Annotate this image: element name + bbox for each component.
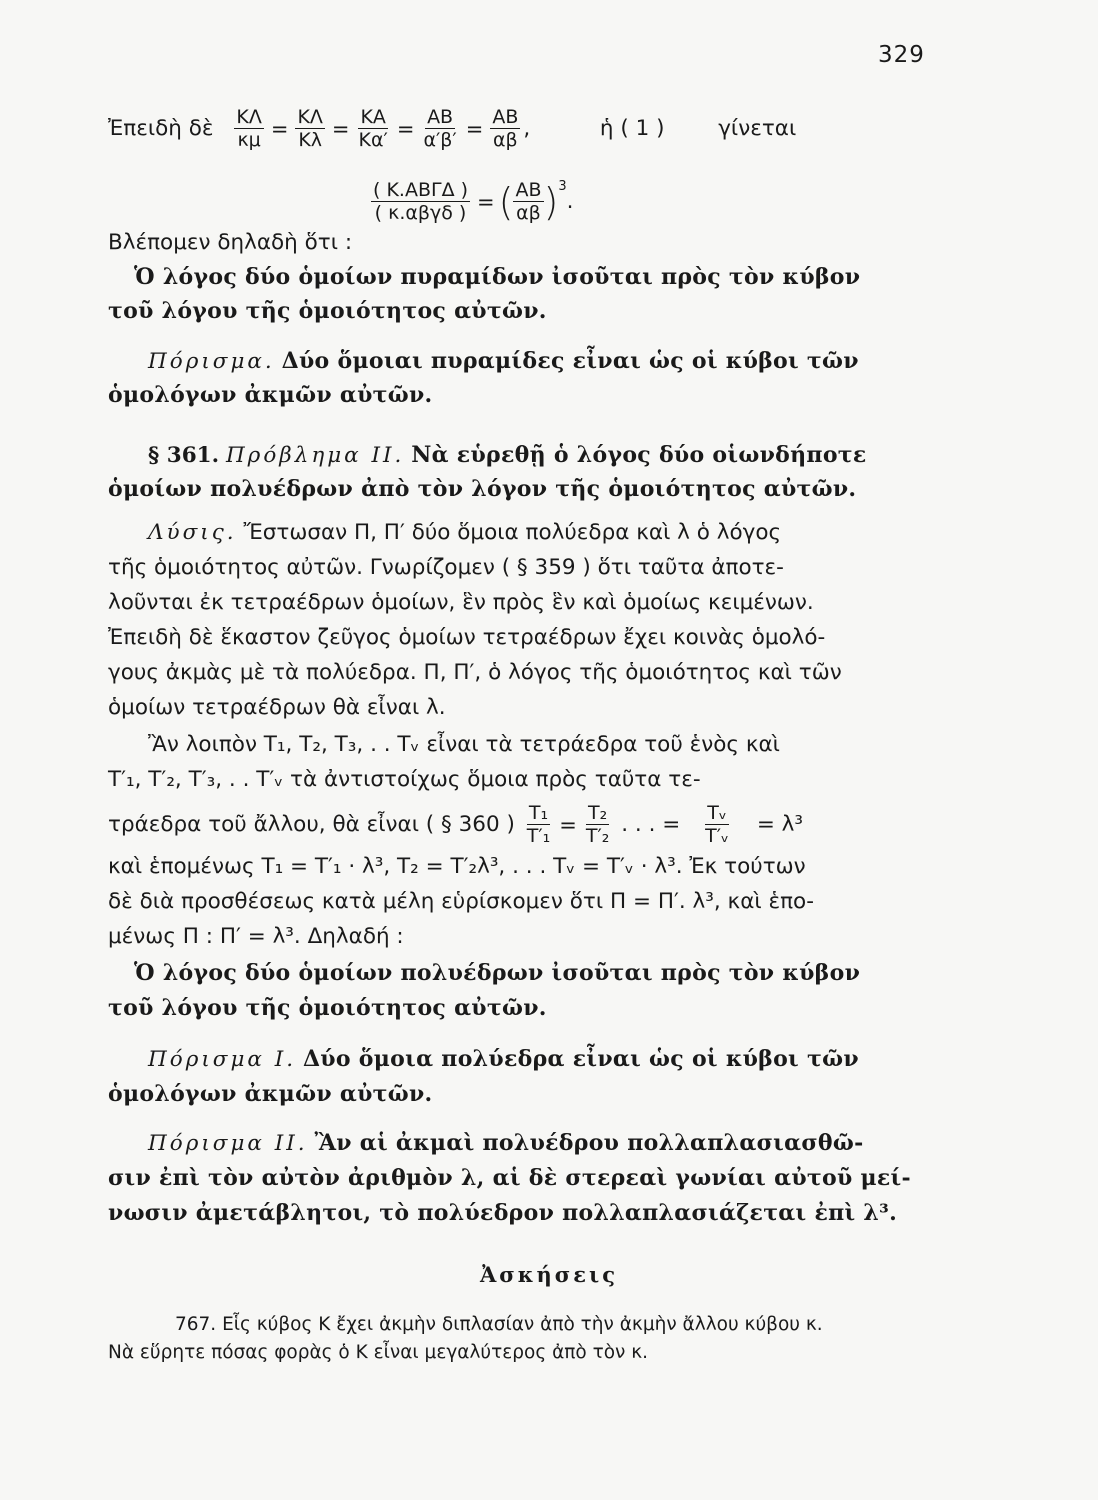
- fraction: $\frac{K\Lambda}{K\lambda}$: [297, 106, 323, 151]
- fraction: $\frac{AB}{\alpha\beta}$: [492, 106, 519, 151]
- theorem-line: τοῦ λόγου τῆς ὁμοιότητος αὐτῶν.: [108, 298, 547, 324]
- eq-tail: γίνεται: [718, 116, 797, 141]
- page-number: 329: [878, 42, 925, 68]
- theorem-line: τοῦ λόγου τῆς ὁμοιότητος αὐτῶν.: [108, 995, 547, 1021]
- corollary-line: Πόρισμα. Δύο ὅμοιαι πυραμίδες εἶναι ὡς οἱ κύβοι τῶν: [148, 348, 859, 374]
- corollary-line: νωσιν ἀμετάβλητοι, τὸ πολύεδρον πολλαπλασιάζεται ἐπὶ λ³.: [108, 1200, 898, 1226]
- solution-line: Λύσις. Ἔστωσαν Π, Π′ δύο ὅμοια πολύεδρα καὶ λ ὁ λόγος: [148, 520, 782, 545]
- fraction: $\frac{AB}{\alpha'\beta'}$: [423, 106, 457, 151]
- text-line: Ἂν λοιπὸν Τ₁, Τ₂, Τ₃, . . Τᵥ εἶναι τὰ τετράεδρα τοῦ ἑνὸς καὶ: [148, 732, 780, 757]
- corollary-line: Πόρισμα ΙΙ. Ἂν αἱ ἀκμαὶ πολυέδρου πολλαπλασιασθῶ-: [148, 1130, 864, 1156]
- text-line: μένως Π : Π′ = λ³. Δηλαδή :: [108, 924, 404, 949]
- equation-volume-ratio: $\frac{\text{( Κ.ΑΒΓΔ )}}{\text{( κ.αβγδ )}}$ = ( $\frac{AB}{\alpha\beta}$ )$^3$.: [373, 179, 574, 224]
- fraction: $\frac{AB}{\alpha\beta}$: [515, 179, 542, 224]
- exercises-heading: Ἀσκήσεις: [480, 1262, 618, 1287]
- text-line: ὁμοίων τετραέδρων θὰ εἶναι λ.: [108, 695, 446, 720]
- corollary-line: ὁμολόγων ἀκμῶν αὐτῶν.: [108, 382, 433, 408]
- fraction: $\frac{\text{( Κ.ΑΒΓΔ )}}{\text{( κ.αβγδ )}}$: [373, 179, 469, 224]
- fraction: $\frac{\text{Τᵥ}}{\text{Τ′ᵥ}}$: [705, 802, 729, 847]
- exercise-line: Νὰ εὕρητε πόσας φορὰς ὁ Κ εἶναι μεγαλύτερος ἀπὸ τὸν κ.: [108, 1342, 649, 1363]
- equation-ratio-chain: Ἐπειδὴ δὲ $\frac{K\Lambda}{\kappa\mu}$ = $\frac{K\Lambda}{K\lambda}$ = $\frac{KA}{K\alpha'}$ = $\frac{AB}{\alpha'\beta'}$ = $\frac{AB}{\alpha\beta}$ , ἡ ( 1 ) γίνεται: [108, 106, 797, 151]
- text-line: Ἐπειδὴ δὲ ἕκαστον ζεῦγος ὁμοίων τετραέδρων ἔχει κοινὰς ὁμολό-: [108, 625, 826, 650]
- corollary-line: σιν ἐπὶ τὸν αὐτὸν ἀριθμὸν λ, αἱ δὲ στερεαὶ γωνίαι αὐτοῦ μεί-: [108, 1165, 911, 1191]
- text-line: δὲ διὰ προσθέσεως κατὰ μέλη εὑρίσκομεν ὅτι Π = Π′. λ³, καὶ ἑπο-: [108, 889, 814, 914]
- exercise-line: 767. Εἷς κύβος Κ ἔχει ἀκμὴν διπλασίαν ἀπὸ τὴν ἀκμὴν ἄλλου κύβου κ.: [175, 1314, 823, 1335]
- text-line: λοῦνται ἐκ τετραέδρων ὁμοίων, ἓν πρὸς ἓν καὶ ὁμοίως κειμένων.: [108, 590, 814, 615]
- fraction: $\frac{\text{Τ₂}}{\text{Τ′₂}}$: [585, 802, 610, 847]
- fraction: $\frac{\text{Τ₁}}{\text{Τ′₁}}$: [526, 802, 551, 847]
- text-line: γους ἀκμὰς μὲ τὰ πολύεδρα. Π, Π′, ὁ λόγος τῆς ὁμοιότητος καὶ τῶν: [108, 660, 842, 685]
- theorem-line: Ὁ λόγος δύο ὁμοίων πυραμίδων ἰσοῦται πρὸς τὸν κύβον: [134, 264, 861, 290]
- text-line: Τ′₁, Τ′₂, Τ′₃, . . Τ′ᵥ τὰ ἀντιστοίχως ὅμοια πρὸς ταῦτα τε-: [108, 767, 701, 792]
- problem-heading: § 361. Πρόβλημα ΙΙ. Νὰ εὑρεθῇ ὁ λόγος δύο οἱωνδήποτε: [148, 442, 867, 468]
- corollary-line: Πόρισμα Ι. Δύο ὅμοια πολύεδρα εἶναι ὡς οἱ κύβοι τῶν: [148, 1046, 859, 1072]
- fraction: $\frac{K\Lambda}{\kappa\mu}$: [236, 106, 262, 151]
- text-line: καὶ ἑπομένως Τ₁ = Τ′₁ · λ³, Τ₂ = Τ′₂λ³, . . . Τᵥ = Τ′ᵥ · λ³. Ἐκ τούτων: [108, 854, 806, 879]
- theorem-line: Ὁ λόγος δύο ὁμοίων πολυέδρων ἰσοῦται πρὸς τὸν κύβον: [134, 960, 861, 986]
- equation-tetrahedra-ratio: τράεδρα τοῦ ἄλλου, θὰ εἶναι ( § 360 ) $\frac{\text{Τ₁}}{\text{Τ′₁}}$ = $\frac{\text{Τ₂}}{\text{Τ′₂}}$ . . . = $\frac{\text{Τᵥ}}{\text{Τ′ᵥ}}$ = λ³: [108, 802, 804, 847]
- text-line: Βλέπομεν δηλαδὴ ὅτι :: [108, 230, 353, 255]
- corollary-line: ὁμολόγων ἀκμῶν αὐτῶν.: [108, 1081, 433, 1107]
- problem-line: ὁμοίων πολυέδρων ἀπὸ τὸν λόγον τῆς ὁμοιότητος αὐτῶν.: [108, 476, 857, 502]
- text-line: τῆς ὁμοιότητος αὐτῶν. Γνωρίζομεν ( § 359 ) ὅτι ταῦτα ἀποτε-: [108, 555, 784, 580]
- fraction: $\frac{KA}{K\alpha'}$: [358, 106, 388, 151]
- eq-reference: ἡ ( 1 ): [599, 116, 665, 141]
- eq-lead: Ἐπειδὴ δὲ: [108, 116, 214, 141]
